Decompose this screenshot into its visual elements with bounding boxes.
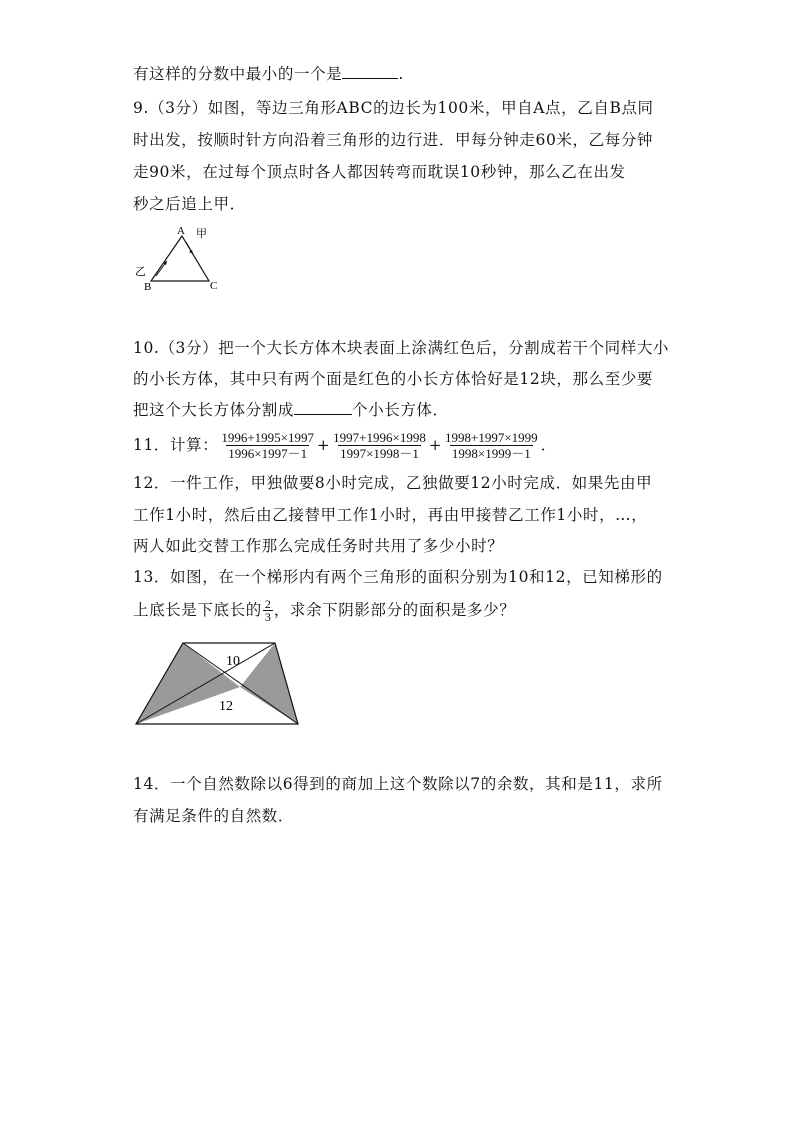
fraction-two-thirds: $\frac{2}{3}$ xyxy=(264,596,271,624)
area-label-bottom: 12 xyxy=(219,699,233,714)
q13-line-1: 13．如图，在一个梯形内有两个三角形的面积分别为10和12，已知梯形的 xyxy=(133,568,663,586)
fraction-1: $\frac{1996+1995\times 1997}{1996\times 1997-1}$ xyxy=(221,429,314,461)
q9-line-1: 9.（3分）如图，等边三角形ABC的边长为100米，甲自A点，乙自B点同 xyxy=(133,99,654,117)
q14-line-2: 有满足条件的自然数． xyxy=(133,807,295,825)
text-line: 有这样的分数中最小的一个是 . xyxy=(133,65,404,83)
triangle-figure xyxy=(130,225,220,295)
q13-line-2: 上底长是下底长的 $\frac{2}{3}$ ，求余下阴影部分的面积是多少？ xyxy=(133,596,516,624)
label-c: C xyxy=(210,280,218,292)
q10-line-3: 把这个大长方体分割成 个小长方体． xyxy=(133,401,449,419)
label-a: A xyxy=(177,225,185,237)
q12-line-3: 两人如此交替工作那么完成任务时共用了多少小时？ xyxy=(133,537,504,555)
q14-line-1: 14．一个自然数除以6得到的商加上这个数除以7的余数，其和是11，求所 xyxy=(133,775,663,793)
q9-line-2: 时出发，按顺时针方向沿着三角形的边行进．甲每分钟走60米，乙每分钟 xyxy=(133,131,654,149)
area-label-top: 10 xyxy=(226,654,240,669)
label-b: B xyxy=(144,281,152,293)
q9-line-3: 走90米，在过每个顶点时各人都因转弯而耽误10秒钟，那么乙在出发 xyxy=(133,163,626,181)
q10-line-1: 10.（3分）把一个大长方体木块表面上涂满红色后，分割成若干个同样大小 xyxy=(133,339,670,357)
label-jia: 甲 xyxy=(196,228,207,240)
q10-line-2: 的小长方体，其中只有两个面是红色的小长方体恰好是12块，那么至少要 xyxy=(133,370,654,388)
triangle-abc xyxy=(151,236,209,281)
shaded-triangle-right xyxy=(240,643,298,724)
q12-line-1: 12．一件工作，甲独做要8小时完成，乙独做要12小时完成．如果先由甲 xyxy=(133,474,653,492)
q11-line: 11．计算： $\frac{1996+1995\times 1997}{1996\times 1997-1}$ + $\frac{1997+1996\times 1998}{1997\times 1998-1}$ + $\frac{1998+1997\times 1999}{1998\times 1999-1}$ ． xyxy=(133,429,557,461)
q12-line-2: 工作1小时，然后由乙接替甲工作1小时，再由甲接替乙工作1小时，…， xyxy=(133,506,648,524)
q9-line-4: 秒之后追上甲． xyxy=(133,195,246,213)
answer-blank xyxy=(342,64,398,79)
fraction-3: $\frac{1998+1997\times 1999}{1998\times 1999-1}$ xyxy=(445,429,538,461)
label-yi: 乙 xyxy=(135,266,146,278)
trapezoid-figure xyxy=(133,640,303,730)
answer-blank xyxy=(294,400,352,415)
fraction-2: $\frac{1997+1996\times 1998}{1997\times 1998-1}$ xyxy=(333,429,426,461)
